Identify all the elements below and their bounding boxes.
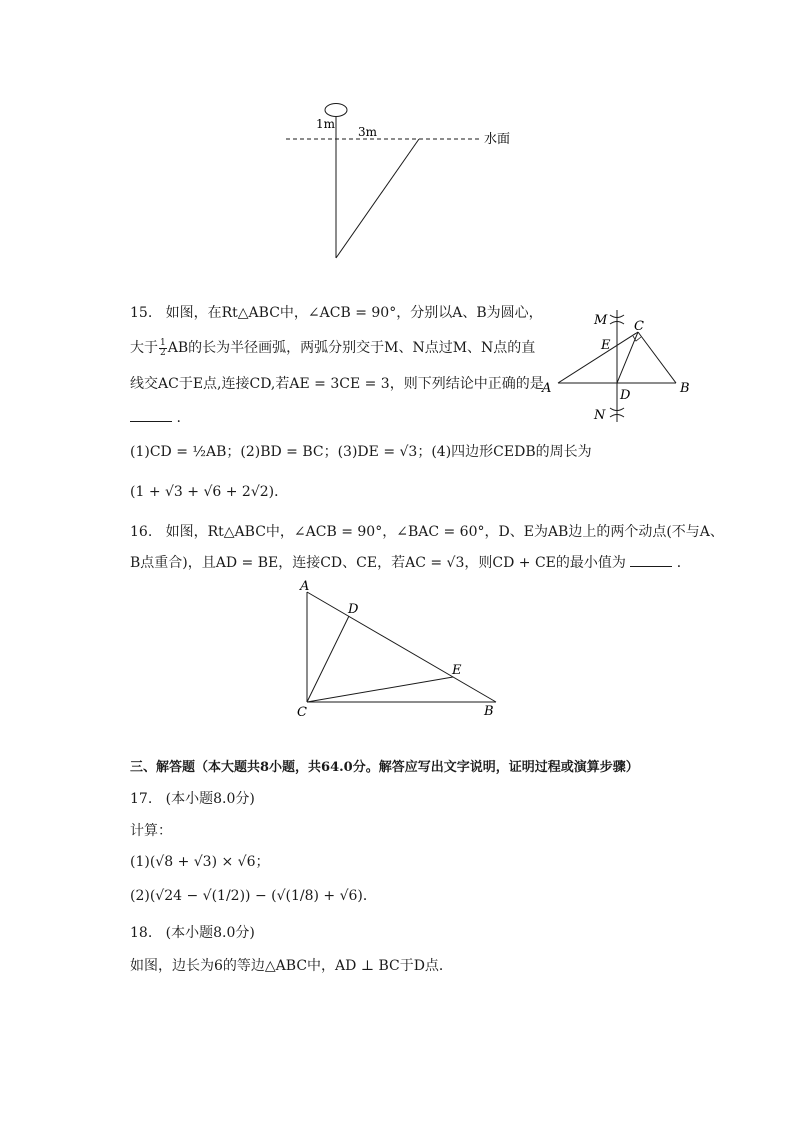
q18-number: 18. [130, 925, 153, 941]
q18-prompt [130, 956, 453, 976]
q17-number: 17. [130, 791, 153, 807]
q15-text-4: . [176, 410, 181, 426]
q15-text-2b: AB的长为半径画弧，两弧分别交于M、N点过M、N点的直 [167, 340, 536, 356]
section3-heading-text: 三、解答题（本大题共8小题，共64.0分。解答应写出文字说明，证明过程或演算步骤） [130, 760, 639, 775]
label-C: C [297, 705, 307, 720]
pole-slanted [336, 139, 419, 258]
q15-options-text-1: (1)CD = ½AB；(2)BD = BC；(3)DE = √3；(4)四边形CEDB的周长为 [130, 444, 592, 460]
q16-answer-blank[interactable] [630, 554, 672, 567]
q15-options-2 [130, 482, 288, 502]
label-E: E [601, 338, 611, 353]
q15-text-1: 如图，在Rt△ABC中，∠ACB = 90°，分别以A、B为圆心， [165, 305, 543, 321]
segment-CD [307, 616, 349, 702]
frac-num: 1 [160, 337, 166, 348]
q15-options-1 [130, 442, 592, 462]
label-A: A [300, 579, 310, 594]
q18-score: (本小题8.0分) [165, 925, 255, 941]
q17-item1 [130, 852, 270, 872]
q16-text-2-end: ． [676, 555, 691, 571]
label-D: D [620, 388, 631, 403]
q15-options-text-2: (1 + √3 + √6 + 2√2)． [130, 484, 289, 500]
label-B: B [484, 704, 494, 719]
water-figure [280, 96, 520, 266]
q16-text-1: 如图，Rt△ABC中，∠ACB = 90°，∠BAC = 60°，D、E为AB边上的两个动点(不与A、 [165, 524, 724, 540]
label-C: C [634, 319, 644, 334]
segment-BC [638, 332, 676, 383]
q15-text-2a: 大于 [130, 340, 158, 356]
q16-line2 [130, 553, 691, 573]
section3-heading [130, 758, 639, 778]
label-N: N [594, 408, 606, 423]
q17-prompt-text: 计算： [130, 823, 172, 839]
q15-fraction [159, 339, 167, 358]
q17-item2-text: (2)(√24 − √(1/2)) − (√(1/8) + √6)． [130, 888, 377, 904]
q17-score: (本小题8.0分) [165, 791, 255, 807]
q16-number: 16. [130, 524, 153, 540]
label-M: M [594, 313, 608, 328]
label-D: D [348, 602, 359, 617]
label-B: B [680, 381, 690, 396]
q15-text-3: 线交AC于E点,连接CD,若AE = 3CE = 3，则下列结论中正确的是 [130, 376, 544, 392]
q16-line1 [130, 522, 724, 542]
label-water-surface: 水面 [484, 132, 511, 147]
label-3m: 3m [358, 125, 378, 139]
q15-line3 [130, 374, 544, 394]
q15-figure [536, 302, 696, 427]
segment-AC [558, 332, 638, 383]
q16-text-2: B点重合)，且AD = BE，连接CD、CE，若AC = √3，则CD + CE的最小值为 [130, 555, 626, 571]
q17-prompt [130, 821, 172, 841]
q15-line2 [130, 338, 535, 358]
q16-figure [290, 578, 510, 723]
frac-den: 2 [160, 347, 166, 358]
q18-header [130, 923, 255, 943]
float-ellipse [325, 104, 347, 117]
segment-CE [307, 677, 453, 702]
q15-line4 [130, 408, 181, 428]
q17-item1-text: (1)(√8 + √3) × √6； [130, 854, 270, 870]
q17-item2 [130, 886, 377, 906]
label-A: A [542, 381, 552, 396]
q15-answer-blank[interactable] [130, 409, 172, 422]
q17-header [130, 789, 255, 809]
q18-prompt-text: 如图，边长为6的等边△ABC中，AD ⊥ BC于D点． [130, 958, 453, 974]
label-E: E [452, 663, 462, 678]
q15-number: 15. [130, 305, 153, 321]
q15-line1 [130, 303, 543, 323]
label-1m: 1m [316, 117, 336, 131]
